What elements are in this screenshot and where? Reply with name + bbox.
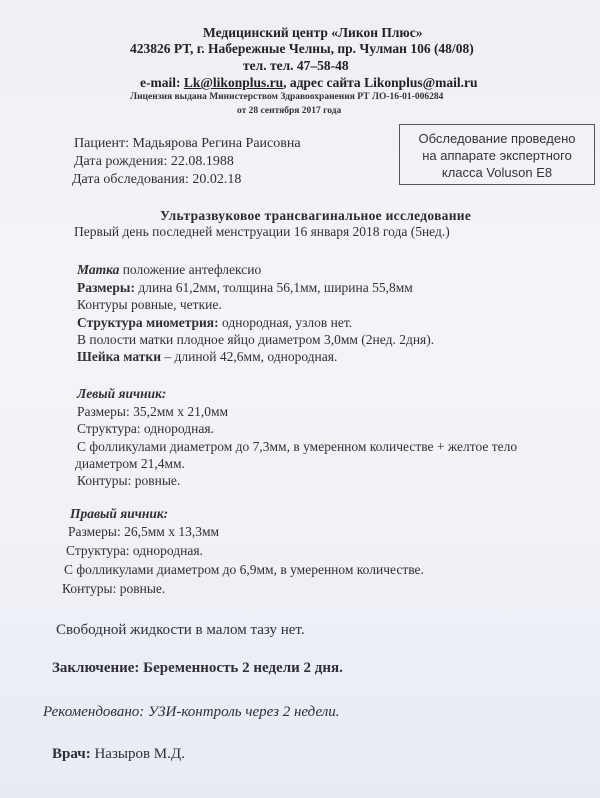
left-ovary-follicles-2: диаметром 21,4мм.	[75, 456, 185, 471]
conclusion-label: Заключение:	[52, 660, 140, 676]
clinic-contacts	[140, 75, 478, 91]
left-ovary-contours: Контуры: ровные.	[77, 473, 181, 488]
email-link[interactable]: Lk@likonplus.ru	[183, 75, 284, 90]
exam-date: Дата обследования: 20.02.18	[72, 172, 242, 187]
device-info-box	[399, 124, 595, 185]
uterus-contours: Контуры ровные, четкие.	[77, 297, 222, 312]
doctor-label: Врач:	[52, 746, 91, 762]
uterus-label: Матка	[77, 262, 120, 277]
clinic-name: Медицинский центр «Ликон Плюс»	[203, 25, 423, 40]
cervix-value: – длиной 42,6мм, однородная.	[161, 349, 338, 364]
last-menstruation: Первый день последней менструации 16 января 2018 года (5нед.)	[74, 224, 450, 239]
left-ovary-label: Левый яичник:	[77, 386, 167, 401]
site-value: Likonplus@mail.ru	[364, 75, 478, 90]
uterus-sizes: длина 61,2мм, толщина 56,1мм, ширина 55,8мм	[134, 280, 413, 295]
left-ovary-sizes: Размеры: 35,2мм х 21,0мм	[77, 404, 229, 419]
license-line: Лицензия выдана Министерством Здравоохранения РТ ЛО-16-01-006284	[130, 92, 444, 102]
myometrium-value: однородная, узлов нет.	[218, 315, 353, 330]
patient-birth-date: Дата рождения: 22.08.1988	[74, 154, 234, 169]
license-date: от 28 сентября 2017 года	[237, 106, 342, 116]
site-label: , адрес сайта	[283, 75, 365, 90]
clinic-address: 423826 РТ, г. Набережные Челны, пр. Чулман 106 (48/08)	[130, 41, 474, 56]
fetal-egg-line: В полости матки плодное яйцо диаметром 3,0мм (2нед. 2дня).	[77, 332, 435, 347]
uterus-position-line	[77, 262, 261, 278]
doctor-line	[52, 746, 185, 763]
exam-title: Ультразвуковое трансвагинальное исследование	[160, 208, 472, 223]
myometrium-label: Структура миометрия:	[77, 315, 219, 330]
uterus-position: положение антефлексио	[119, 262, 262, 277]
clinic-phone: тел. тел. 47–58-48	[243, 58, 349, 73]
right-ovary-contours: Контуры: ровные.	[62, 581, 166, 596]
uterus-sizes-label: Размеры:	[77, 280, 135, 295]
recommendation-line: Рекомендовано: УЗИ-контроль через 2 недели.	[43, 704, 340, 720]
cervix-label: Шейка матки	[77, 349, 161, 364]
device-line-3: класса Voluson E8	[441, 165, 553, 180]
cervix-line	[77, 349, 337, 365]
uterus-sizes-line	[77, 280, 413, 296]
right-ovary-follicles: С фолликулами диаметром до 6,9мм, в умеренном количестве.	[64, 562, 424, 577]
email-prefix: e-mail:	[140, 75, 184, 90]
patient-name: Пациент: Мадьярова Регина Раисовна	[74, 136, 301, 151]
right-ovary-structure: Структура: однородная.	[66, 543, 203, 558]
free-fluid-line: Свободной жидкости в малом тазу нет.	[56, 622, 305, 638]
right-ovary-label: Правый яичник:	[70, 506, 169, 521]
conclusion-text: Беременность 2 недели 2 дня.	[139, 660, 343, 676]
left-ovary-follicles-1: С фолликулами диаметром до 7,3мм, в умеренном количестве + желтое тело	[77, 439, 518, 454]
conclusion-line	[52, 660, 343, 677]
myometrium-line	[77, 315, 352, 331]
left-ovary-structure: Структура: однородная.	[77, 421, 214, 436]
device-line-1: Обследование проведено	[418, 131, 576, 146]
doctor-name: Назыров М.Д.	[90, 746, 185, 762]
right-ovary-sizes: Размеры: 26,5мм х 13,3мм	[68, 524, 220, 539]
device-line-2: на аппарате экспертного	[422, 148, 572, 163]
